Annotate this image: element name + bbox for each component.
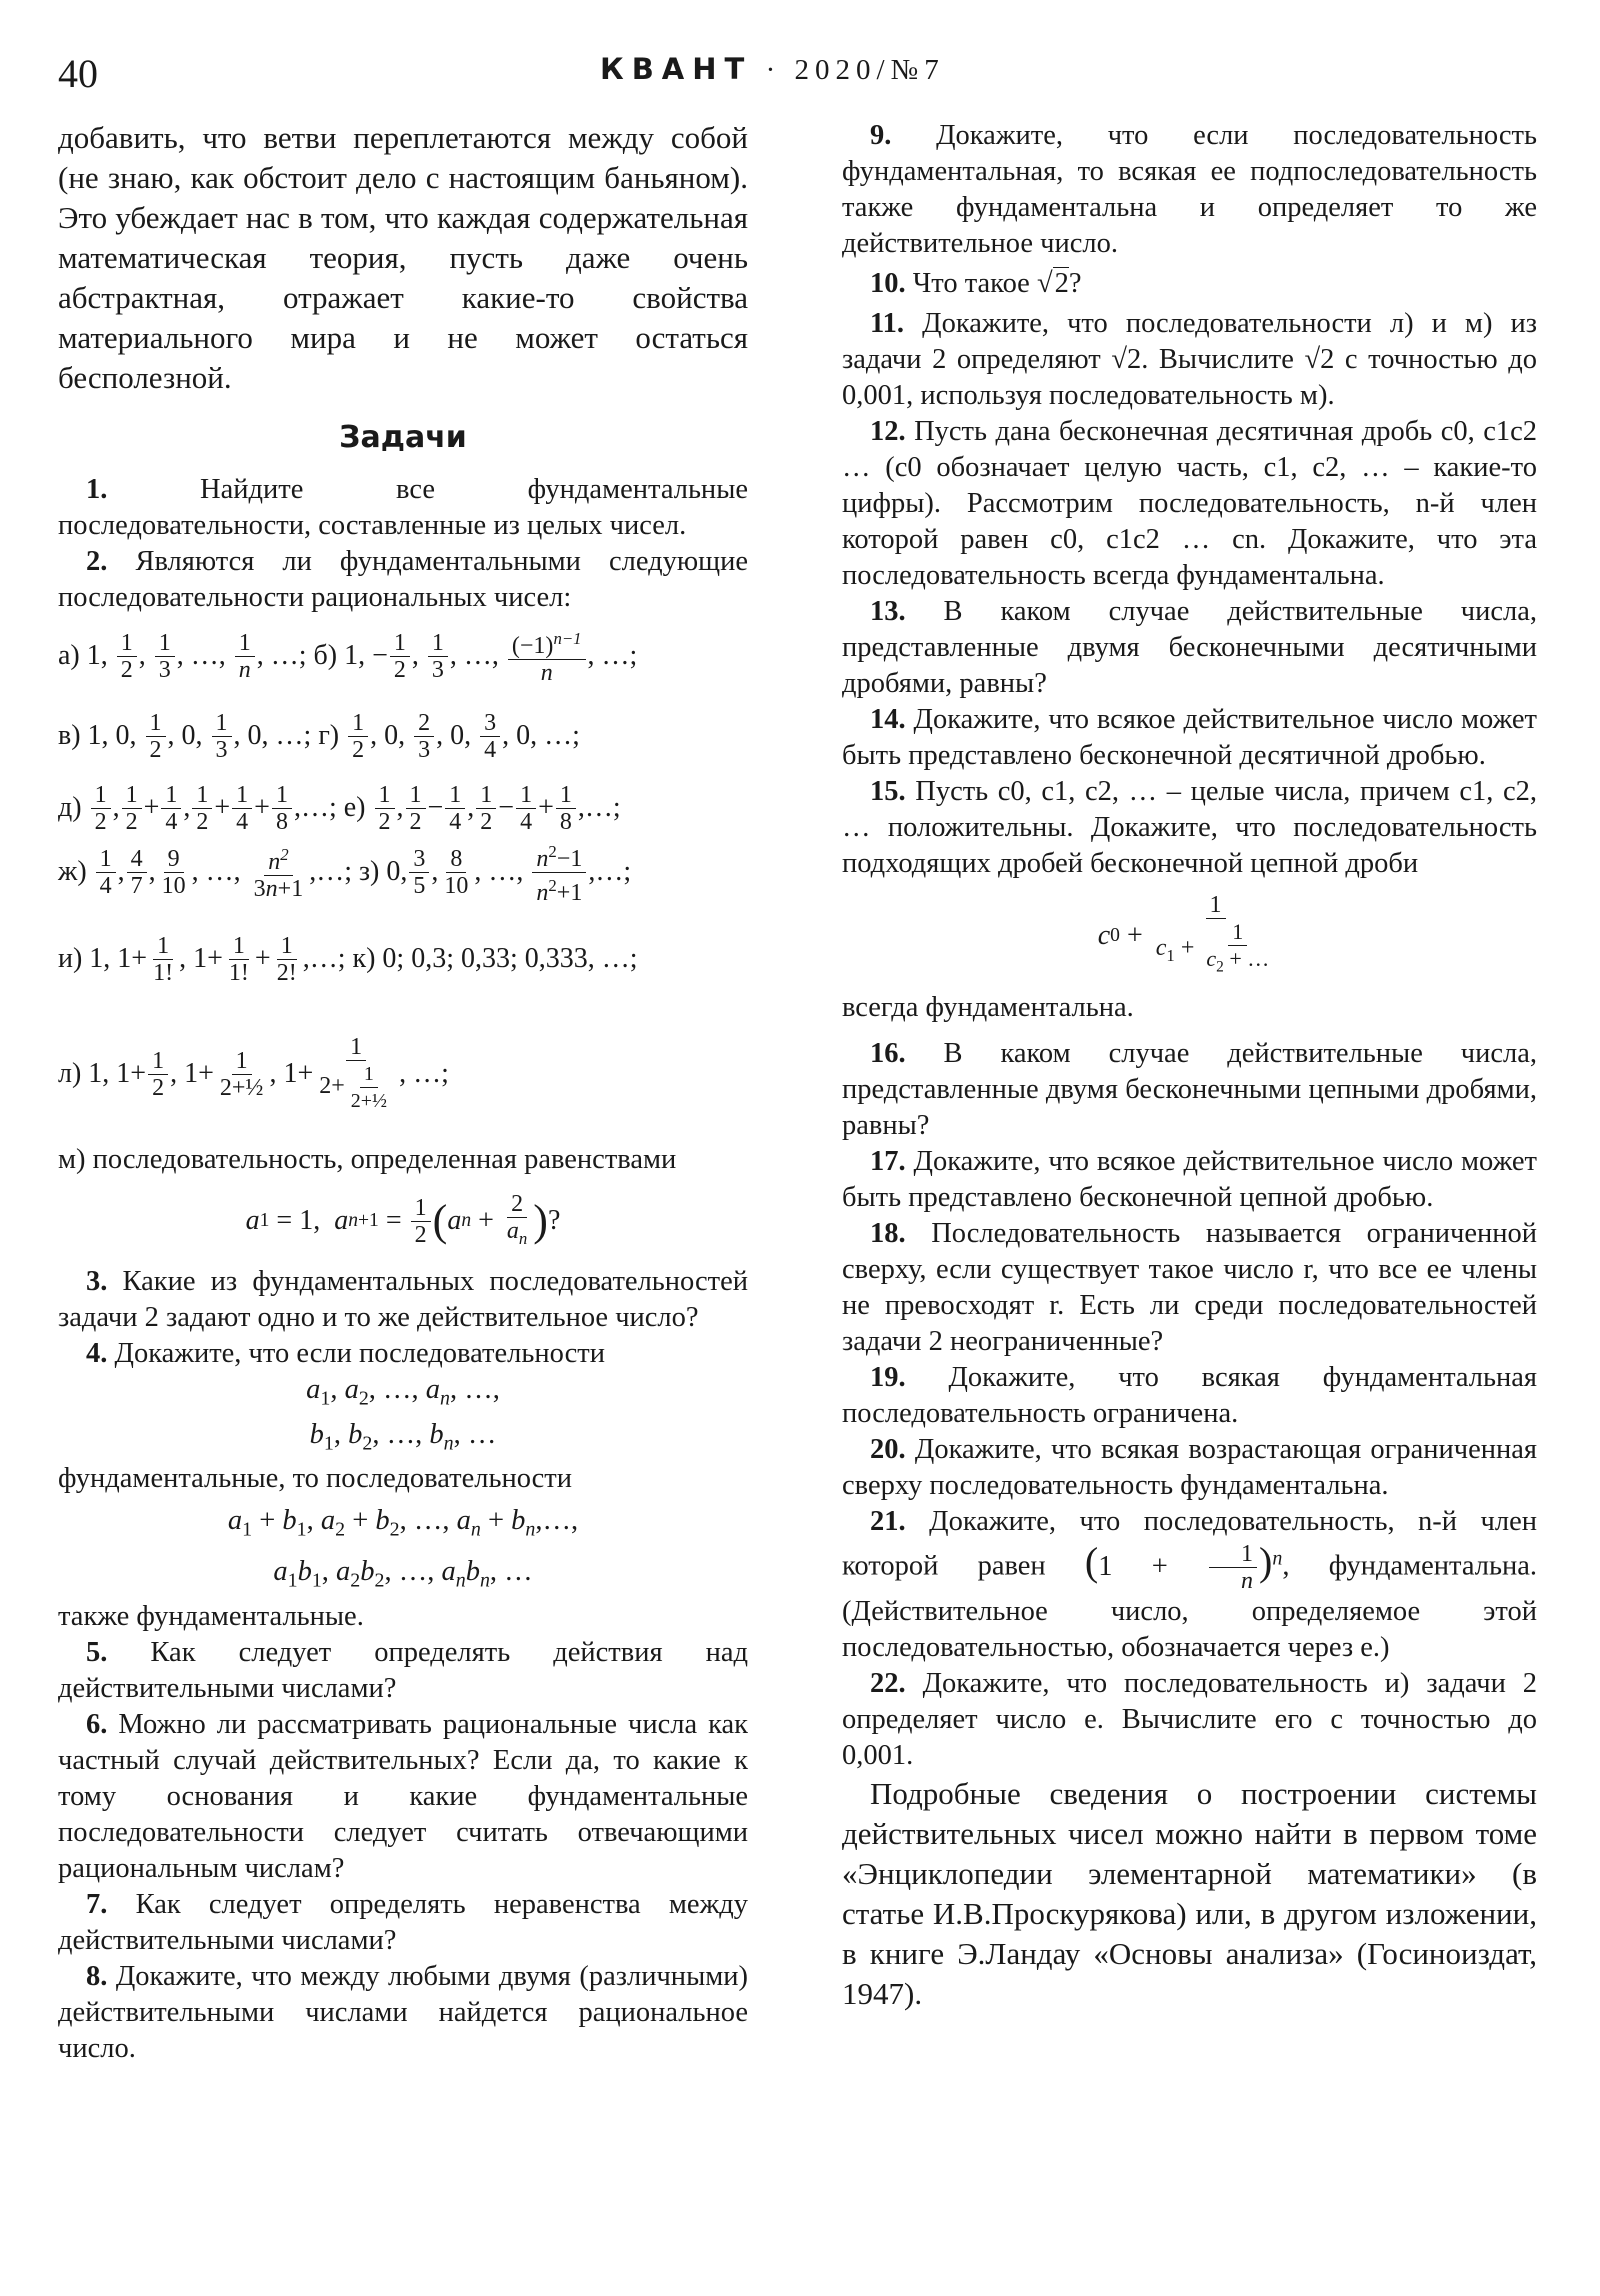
task-16: 16. В каком случае действительные числа, представленные двумя бесконечными цепными дробями, равны? bbox=[842, 1038, 1538, 1141]
task-4-end: также фундаментальные. bbox=[58, 1600, 364, 1632]
page-number: 40 bbox=[58, 51, 98, 96]
task-7: 7. Как следует определять неравенства между действительными числами? bbox=[58, 1888, 749, 1956]
task-6: 6. Можно ли рассматривать рациональные числа как частный случай действительных? Если да, то какие к тому основания и какие фундаментальные последовательности следует считать отвечающими рациональным числам? bbox=[58, 1708, 748, 1884]
task-1: 1. Найдите все фундаментальные последовательности, составленные из целых чисел. bbox=[58, 474, 748, 541]
task-15-end: всегда фундаментальна. bbox=[842, 992, 1134, 1023]
task-4-mid: фундаментальные, то последовательности bbox=[58, 1463, 573, 1495]
task-17: 17. Докажите, что всякое действительное число может быть представлено бесконечной цепной дробью. bbox=[842, 1146, 1537, 1213]
task-2m-text: м) последовательность, определенная равенствами bbox=[58, 1144, 677, 1175]
formula-l: л) 1, 1+ $\frac{1}{2}$ , 1+ $\frac{1}{\text{2+½}}$ , 1+ 1 2+ $\frac{1}{\text{2+½}}$ , …; bbox=[58, 1034, 449, 1112]
formula-d-e: д) $\frac{1}{2}$ , $\frac{1}{2}$ + $\frac{1}{4}$ , $\frac{1}{2}$ + $\frac{1}{4}$ + $\frac{1}{8}$ ,…; е) $\frac{1}{2}$ , $\frac{1}{2}$ − $\frac{1}{4}$ , $\frac{1}{2}$ − $\frac{1}{4}$ + $\frac{1}{8}$ ,…; bbox=[58, 781, 621, 835]
formula-i-k: и) 1, 1+ $\frac{1}{1!}$ , 1+ $\frac{1}{1!}$ + $\frac{1}{2!}$ ,…; к) 0; 0,3; 0,33; 0,333, …; bbox=[58, 932, 638, 986]
section-heading: Задачи bbox=[339, 420, 467, 455]
formula-21: (1 + $\frac{1}{n}$ )$^n$ bbox=[1084, 1538, 1283, 1595]
formula-v-g: в) 1, 0, $\frac{1}{2}$ , 0, $\frac{1}{3}$ , 0, …; г) $\frac{1}{2}$ , 0, $\frac{2}{3}$ , 0, $\frac{3}{4}$ , 0, …; bbox=[58, 709, 580, 763]
task-18: 18. Последовательность называется ограниченной сверху, если существует такое число r, что все ее члены не превосходят r. Есть ли среди последовательностей задачи 2 неограниченные? bbox=[842, 1218, 1537, 1357]
task-12: 12. Пусть дана бесконечная десятичная дробь c0, c1c2 … (c0 обозначает целую часть, c1, c2, … – какие-то цифры). Рассмотрим последовательность, n-й член которой равен c0, c1c2 … cn. Докажите, что эта последовательность всегда фундаментальна. bbox=[842, 416, 1538, 591]
issue-label: · 2020/№7 bbox=[765, 54, 945, 86]
task-8: 8. Докажите, что между любыми двумя (различными) действительными числами найдется рациональное число. bbox=[58, 1960, 748, 2064]
intro-text: добавить, что ветви переплетаются между собой (не знаю, как обстоит дело с настоящим баньяном). Это убеждает нас в том, что каждая содержательная математическая теория, пусть даже очень абстрактная, отражает какие-то свойства материального мира и не может остаться бесполезной. bbox=[58, 120, 748, 395]
intro-paragraph bbox=[58, 118, 748, 398]
formula-a-b: а) 1, $\frac{1}{2}$ , $\frac{1}{3}$ , …, $\frac{1}{n}$ , …; б) 1, − $\frac{1}{2}$ , $\frac{1}{3}$ , …, $\frac{(-1)^{n-1}}{n}$ , …; bbox=[58, 616, 748, 696]
task-10: 10. Что такое √2? bbox=[870, 268, 1082, 299]
formula-15: c 0 + 1 $c_1$ + $\frac{1}{c_2 + \dots}$ bbox=[1097, 891, 1270, 976]
formula-4a: $a_1$, $a_2$, …, $a_n$, …, bbox=[306, 1374, 500, 1410]
task-4: 4. Докажите, что если последовательности bbox=[86, 1338, 605, 1369]
magazine-name: КВАНТ bbox=[600, 52, 753, 86]
task-2: 2. Являются ли фундаментальными следующие последовательности рациональных чисел: bbox=[58, 546, 748, 613]
task-9: 9. Докажите, что если последовательность фундаментальная, то всякая ее подпоследовательность также фундаментальна и определяет то же действительное число. bbox=[842, 120, 1537, 259]
task-15: 15. Пусть c0, c1, c2, … – целые числа, причем c1, c2, … положительны. Докажите, что последовательность подходящих дробей бесконечной цепной дроби bbox=[842, 776, 1538, 879]
task-21: 21. Докажите, что последовательность, n-й член которой равен (1 + $\frac{1}{n}$ )$^n$, фундаментальна. (Действительное число, определяемое этой последовательностью, обозначается через e.) bbox=[842, 1506, 1538, 1664]
formula-zh-z: ж) $\frac{1}{4}$ , $\frac{4}{7}$ , $\frac{9}{10}$ , …, $\frac{n^2}{3n+1}$ ,…; з) 0, $\frac{3}{5}$ , $\frac{8}{10}$ , …, $\frac{n^2-1}{n^2+1}$ ,…; bbox=[58, 840, 748, 904]
task-11: 11. Докажите, что последовательности л) и м) из задачи 2 определяют √2. Вычислите √2 с точностью до 0,001, используя последовательность м). bbox=[842, 308, 1538, 411]
task-20: 20. Докажите, что всякая возрастающая ограниченная сверху последовательность фундаментальна. bbox=[842, 1434, 1538, 1501]
formula-4b: $b_1$, $b_2$, …, $b_n$, … bbox=[309, 1418, 497, 1455]
closing-paragraph: Подробные сведения о построении системы действительных чисел можно найти в первом томе «Энциклопедии элементарной математики» (в статье И.В.Проскурякова) или, в другом изложении, в книге Э.Ландау «Основы анализа» (Госиноиздат, 1947). bbox=[842, 1776, 1537, 2012]
running-header bbox=[600, 52, 945, 87]
formula-m: a 1 = 1, a n+1 = $\frac{1}{2}$ ( a n + $\frac{2}{a_n}$ ) ? bbox=[245, 1190, 561, 1248]
task-13: 13. В каком случае действительные числа, представленные двумя бесконечными десятичными дробями, равны? bbox=[842, 596, 1538, 699]
task-5: 5. Как следует определять действия над действительными числами? bbox=[58, 1636, 748, 1704]
task-19: 19. Докажите, что всякая фундаментальная последовательность ограничена. bbox=[842, 1362, 1538, 1429]
task-3: 3. Какие из фундаментальных последовательностей задачи 2 задают одно и то же действительное число? bbox=[58, 1266, 749, 1333]
formula-4d: $a_1b_1$, $a_2b_2$, …, $a_nb_n$, … bbox=[273, 1556, 533, 1592]
right-column bbox=[842, 118, 1537, 2014]
formula-4c: $a_1 + b_1$, $a_2 + b_2$, …, $a_n$ + $b_n,\dots$, bbox=[227, 1505, 579, 1542]
task-14: 14. Докажите, что всякое действительное число может быть представлено бесконечной десятичной дробью. bbox=[842, 704, 1537, 771]
task-22: 22. Докажите, что последовательность и) задачи 2 определяет число e. Вычислите его с точностью до 0,001. bbox=[842, 1668, 1538, 1772]
left-column bbox=[58, 118, 748, 2067]
